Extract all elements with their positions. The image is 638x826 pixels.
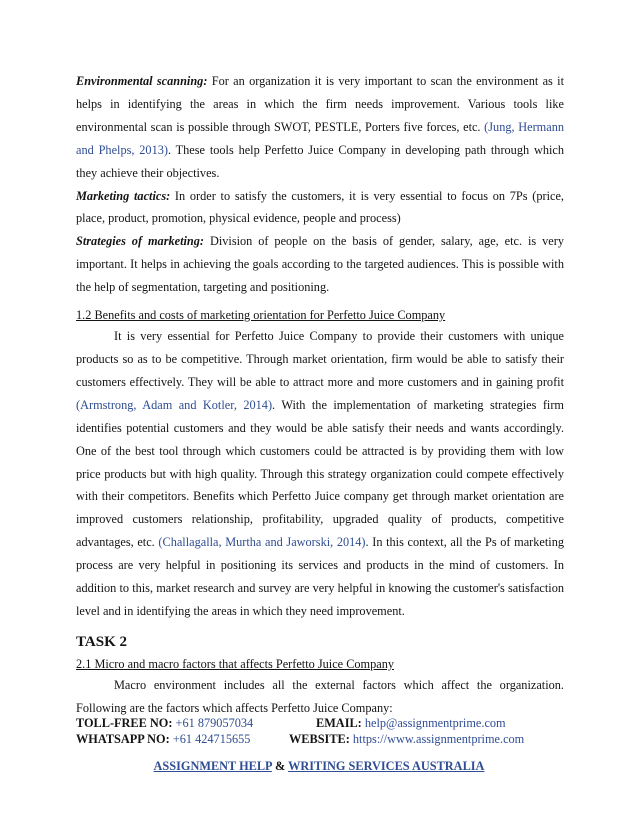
- strategies-label: Strategies of marketing:: [76, 234, 205, 249]
- citation-armstrong: (Armstrong, Adam and Kotler, 2014): [76, 397, 273, 412]
- footer-row-2: [76, 731, 564, 747]
- email-label: EMAIL:: [316, 716, 362, 730]
- brand-writing-services[interactable]: WRITING SERVICES AUSTRALIA: [288, 759, 485, 773]
- whatsapp-number[interactable]: +61 424715655: [169, 732, 251, 746]
- tollfree-block: [76, 715, 316, 731]
- citation-challagalla: (Challagalla, Murtha and Jaworski, 2014): [158, 535, 366, 550]
- contact-footer: [76, 715, 564, 747]
- email-block: [316, 715, 506, 731]
- benefits-paragraph: [76, 325, 564, 623]
- brand-assignment-help[interactable]: ASSIGNMENT HELP: [153, 759, 272, 773]
- marketing-tactics-paragraph: [76, 185, 564, 231]
- benefits-text-c: . In this context, all the Ps of marketing process are very helpful in positioning its services and products in the mind of customers. In addition to this, market research and survey are very helpful in knowing the customer's satisfaction level and in identifying the areas in which they need improvement.: [76, 535, 564, 618]
- tollfree-number[interactable]: +61 879057034: [172, 716, 254, 730]
- task-2-title: TASK 2: [76, 633, 127, 650]
- env-text-a: For an organization it is very important to scan the environment as it helps in identifying the areas in which the firm needs improvement. Various tools like environmental scan is possible through SWOT, PESTLE, Porters five forces, etc.: [76, 74, 564, 134]
- strategies-paragraph: [76, 230, 564, 299]
- benefits-text-a: It is very essential for Perfetto Juice Company to provide their customers with unique products so as to be competitive. Through market orientation, firm would be able to satisfy their customers effectively. They will be able to attract more and more customers and in gaining profit: [76, 329, 564, 389]
- section-heading-2-1: 2.1 Micro and macro factors that affects Perfetto Juice Company: [76, 656, 395, 671]
- benefits-text-b: . With the implementation of marketing strategies firm identifies potential customers and they would be able satisfy their needs and wants accordingly. One of the best tool through which customers could be attracted is by providing them with low price products but with high quality. Through this strategy organization could compete effectively with their competitors. Benefits which Perfetto Juice company get through market orientation are improved customers relationship, profitability, upgraded quality of products, competitive advantages, etc.: [76, 397, 564, 550]
- section-heading-1-2: 1.2 Benefits and costs of marketing orientation for Perfetto Juice Company: [76, 308, 446, 323]
- environmental-scanning-label: Environmental scanning:: [76, 74, 208, 88]
- strategies-text: Division of people on the basis of gender, salary, age, etc. is very important. It helps in achieving the goals according to the targeted audiences. This is possible with the help of segmentation, targeting and positioning.: [76, 234, 564, 295]
- footer-row-1: [76, 715, 564, 731]
- marketing-tactics-label: Marketing tactics:: [76, 188, 171, 203]
- env-text-b: . These tools help Perfetto Juice Company in developing path through which they achieve their objectives.: [76, 142, 565, 180]
- brand-ampersand: &: [271, 759, 289, 773]
- whatsapp-label: WHATSAPP NO:: [76, 732, 170, 746]
- document-body: [76, 70, 564, 720]
- brand-banner: [0, 759, 638, 774]
- website-block: [289, 731, 524, 747]
- citation-jung: (Jung, Hermann and Phelps, 2013): [76, 119, 564, 157]
- environmental-scanning-paragraph: [76, 70, 564, 185]
- email-link[interactable]: help@assignmentprime.com: [361, 716, 506, 730]
- website-link[interactable]: https://www.assignmentprime.com: [349, 732, 525, 746]
- macro-environment-paragraph: Macro environment includes all the external factors which affect the organization. Following are the factors which affects Perfetto Juice Company:: [76, 677, 564, 715]
- website-label: WEBSITE:: [289, 732, 350, 746]
- tollfree-label: TOLL-FREE NO:: [76, 716, 173, 730]
- marketing-tactics-text: In order to satisfy the customers, it is very essential to focus on 7Ps (price, place, product, promotion, physical evidence, people and process): [76, 188, 564, 226]
- whatsapp-block: [76, 731, 289, 747]
